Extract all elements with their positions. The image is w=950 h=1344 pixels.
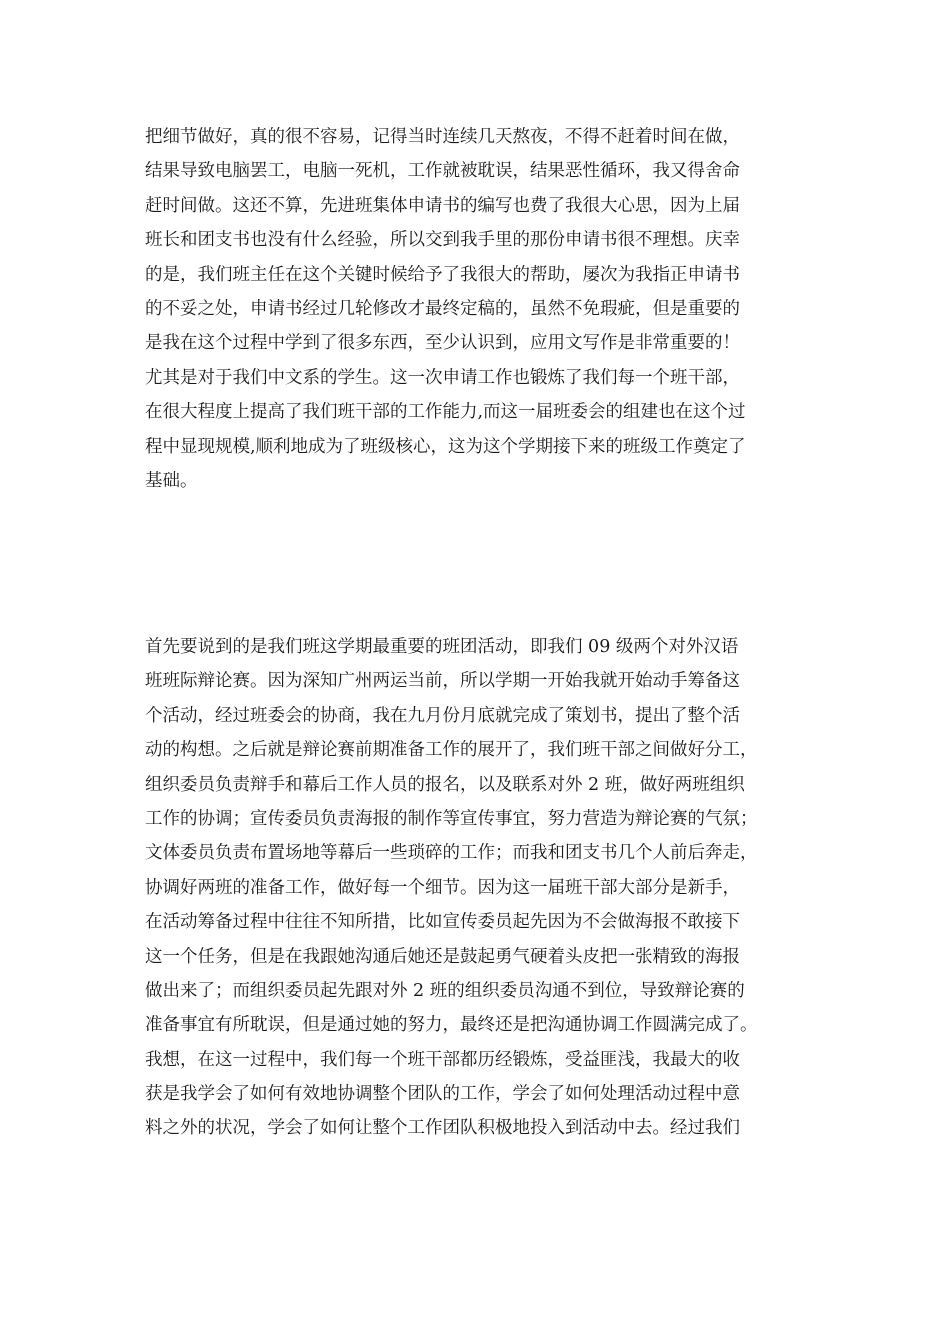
text-line: 工作的协调；宣传委员负责海报的制作等宣传事宜，努力营造为辩论赛的气氛；	[145, 808, 758, 829]
text-line: 的不妥之处，申请书经过几轮修改才最终定稿的，虽然不免瑕疵，但是重要的	[145, 298, 740, 319]
text-line: 首先要说到的是我们班这学期最重要的班团活动，即我们 09 级两个对外汉语	[145, 637, 739, 657]
text-line: 赶时间做。这还不算，先进班集体申请书的编写也费了我很大心思，因为上届	[145, 195, 740, 216]
text-line: 班班际辩论赛。因为深知广州两运当前，所以学期一开始我就开始动手筹备这	[145, 671, 740, 692]
text-line: 是我在这个过程中学到了很多东西，至少认识到，应用文写作是非常重要的！	[145, 333, 740, 354]
text-line: 做出来了；而组织委员起先跟对外 2 班的组织委员沟通不到位，导致辩论赛的	[145, 980, 745, 1001]
text-line: 基础。	[145, 470, 198, 491]
text-line: 文体委员负责布置场地等幕后一些琐碎的工作；而我和团支书几个人前后奔走，	[145, 843, 758, 864]
text-line: 获是我学会了如何有效地协调整个团队的工作，学会了如何处理活动过程中意	[145, 1084, 740, 1105]
text-line: 在很大程度上提高了我们班干部的工作能力,而这一届班委会的组建也在这个过	[145, 402, 746, 423]
text-line: 在活动筹备过程中往往不知所措，比如宣传委员起先因为不会做海报不敢接下	[145, 912, 740, 933]
text-line: 这一个任务，但是在我跟她沟通后她还是鼓起勇气硬着头皮把一张精致的海报	[145, 946, 740, 967]
text-line: 我想，在这一过程中，我们每一个班干部都历经锻炼，受益匪浅，我最大的收	[145, 1049, 740, 1070]
text-line: 班长和团支书也没有什么经验，所以交到我手里的那份申请书很不理想。庆幸	[145, 230, 740, 251]
text-line: 料之外的状况，学会了如何让整个工作团队积极地投入到活动中去。经过我们	[145, 1118, 740, 1139]
text-line: 把细节做好，真的很不容易，记得当时连续几天熬夜，不得不赶着时间在做，	[145, 127, 740, 147]
paragraph-debate-activity	[145, 630, 807, 1146]
text-line: 程中显现规模,顺利地成为了班级核心，这为这个学期接下来的班级工作奠定了	[145, 436, 746, 457]
text-line: 动的构想。之后就是辩论赛前期准备工作的展开了，我们班干部之间做好分工，	[145, 740, 758, 761]
text-line: 协调好两班的准备工作，做好每一个细节。因为这一届班干部大部分是新手，	[145, 877, 740, 898]
text-line: 个活动，经过班委会的协商，我在九月份月底就完成了策划书，提出了整个活	[145, 705, 740, 726]
paragraph-class-application	[145, 120, 807, 498]
text-line: 尤其是对于我们中文系的学生。这一次申请工作也锻炼了我们每一个班干部，	[145, 367, 740, 388]
text-line: 准备事宜有所耽误，但是通过她的努力，最终还是把沟通协调工作圆满完成了。	[145, 1015, 758, 1036]
text-line: 的是，我们班主任在这个关键时候给予了我很大的帮助，屡次为我指正申请书	[145, 264, 740, 285]
text-line: 结果导致电脑罢工，电脑一死机，工作就被耽误，结果恶性循环，我又得舍命	[145, 161, 740, 182]
text-line: 组织委员负责辩手和幕后工作人员的报名，以及联系对外 2 班，做好两班组织	[145, 774, 745, 795]
